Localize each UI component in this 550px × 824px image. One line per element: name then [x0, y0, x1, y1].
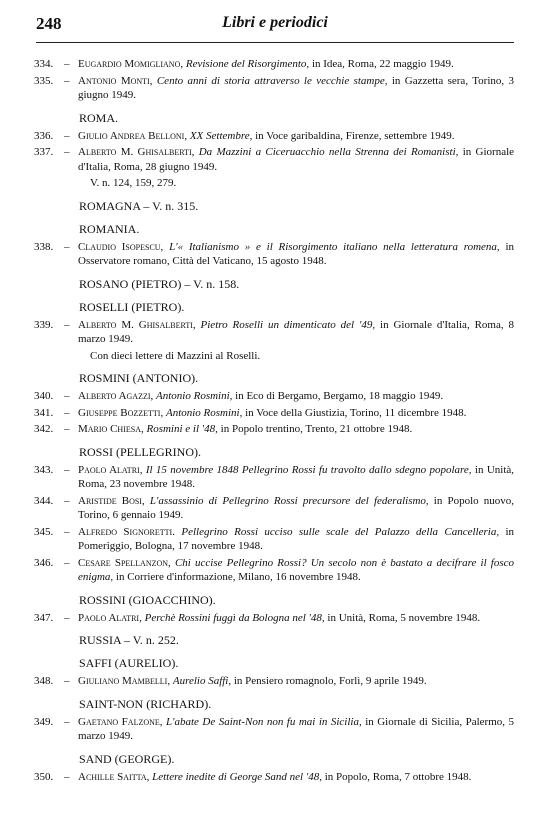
bibliography-entry [0, 74, 550, 103]
entry-dash: – [64, 74, 70, 87]
entry-source: in Voce garibaldina, Firenze, settembre 1949. [255, 129, 455, 142]
bibliography-entry [0, 389, 550, 404]
entry-source: in Voce della Giustizia, Torino, 11 dicembre 1948. [245, 406, 467, 419]
header-rule [36, 42, 514, 43]
entry-author: Antonio Monti, [78, 74, 153, 87]
entry-dash: – [64, 146, 70, 158]
section-heading: ROSSI (PELLEGRINO). [79, 444, 201, 459]
entry-title: Il 15 novembre 1848 Pellegrino Rossi fu travolto dallo sdegno popolare, [145, 463, 472, 476]
section-heading: ROSMINI (ANTONIO). [79, 371, 199, 385]
entry-dash: – [64, 390, 70, 402]
entry-number: 343. [34, 463, 54, 476]
entry-note: Con dieci lettere di Mazzini al Roselli. [90, 349, 261, 362]
bibliography-entry [0, 463, 550, 492]
bibliography-entry [0, 715, 550, 744]
entry-number: 346. [34, 556, 54, 569]
bibliography-entry [0, 556, 550, 585]
section-heading: ROMA. [79, 110, 119, 125]
entry-number: 337. [34, 146, 54, 158]
entry-source: in Gazzetta sera, Torino, 3 giugno 1949. [78, 74, 515, 101]
entry-author: Gaetano Falzone, [78, 715, 163, 728]
entry-dash: – [64, 240, 70, 253]
entry-source: in Giornale d'Italia, Roma, 8 marzo 1949. [78, 318, 515, 345]
entry-source: in Unità, Roma, 5 novembre 1948. [327, 611, 481, 624]
entry-title: Aurelio Saffi, [172, 675, 232, 687]
entry-number: 340. [34, 390, 54, 402]
entry-dash: – [64, 715, 70, 728]
entry-number: 338. [34, 240, 54, 253]
entry-source: in Pomeriggio, Bologna, 17 novembre 1948. [78, 525, 515, 552]
bibliography-entry [0, 318, 550, 347]
running-title: Libri e periodici [222, 14, 328, 31]
entry-dash: – [64, 494, 70, 507]
bibliography-entry [0, 57, 550, 72]
entry-number: 335. [34, 74, 54, 87]
section-heading: ROMANIA. [79, 221, 140, 236]
section-heading: ROSSINI (GIOACCHINO). [79, 592, 216, 607]
entry-author: Achille Saitta, [78, 770, 150, 783]
entry-source: in Popolo nuovo, Torino, 6 gennaio 1949. [78, 494, 515, 521]
entry-source: in Giornale di Sicilia, Palermo, 5 marzo 1949. [78, 715, 514, 742]
entry-number: 345. [34, 525, 54, 538]
entry-title: Lettere inedite di George Sand nel '48, [152, 770, 322, 783]
entry-title: Perchè Rossini fuggì da Bologna nel '48, [144, 611, 325, 624]
entry-title: L'abate De Saint-Non non fu mai in Sicilia, [166, 715, 362, 728]
bibliography-entry [0, 674, 550, 689]
entry-title: Antonio Rosmini, [165, 406, 243, 419]
entry-source: in Osservatore romano, Città del Vaticano, 15 agosto 1948. [78, 240, 515, 267]
entry-source: in Unità, Roma, 23 novembre 1948. [78, 463, 515, 490]
entry-author: Aristide Bosi, [78, 494, 145, 507]
entry-source: in Idea, Roma, 22 maggio 1949. [311, 58, 454, 70]
entry-dash: – [64, 463, 70, 476]
section-heading: ROMAGNA – V. n. 315. [79, 198, 199, 213]
bibliography-entry [0, 145, 550, 174]
entry-number: 342. [34, 423, 54, 435]
entry-dash: – [64, 129, 70, 142]
entry-dash: – [64, 423, 70, 435]
section-heading: ROSELLI (PIETRO). [79, 299, 185, 314]
entry-source: in Pensiero romagnolo, Forlì, 9 aprile 1949. [233, 675, 427, 687]
entry-author: Mario Chiesa, [78, 423, 144, 435]
entry-source: in Popolo trentino, Trento, 21 ottobre 1948. [220, 423, 413, 435]
entry-author: Giuseppe Bozzetti, [78, 406, 164, 419]
entry-dash: – [64, 556, 70, 569]
entry-title: Revisione del Risorgimento, [185, 58, 310, 70]
entry-source: in Giornale d'Italia, Roma, 28 giugno 1949. [78, 146, 515, 173]
entry-dash: – [64, 318, 70, 331]
entry-author: Giuliano Mambelli, [78, 675, 171, 687]
entry-dash: – [64, 675, 70, 687]
entry-note: V. n. 124, 159, 279. [90, 177, 177, 189]
entry-title: Da Mazzini a Ciceruacchio nella Strenna dei Romanisti, [198, 146, 459, 158]
page-number: 248 [36, 14, 62, 33]
entry-number: 348. [34, 675, 54, 687]
bibliography-body [0, 57, 550, 786]
bibliography-entry [0, 240, 550, 269]
entry-number: 344. [34, 494, 54, 507]
entry-author: Alberto M. Ghisalberti, [78, 146, 195, 158]
entry-author: Giulio Andrea Belloni, [78, 129, 188, 142]
entry-number: 336. [34, 129, 54, 142]
entry-source: in Popolo, Roma, 7 ottobre 1948. [324, 770, 472, 783]
entry-number: 347. [34, 611, 54, 624]
section-heading: SAFFI (AURELIO). [79, 656, 179, 670]
bibliography-entry [0, 422, 550, 437]
entry-dash: – [64, 611, 70, 624]
entry-author: Alberto M. Ghisalberti, [78, 318, 196, 331]
bibliography-entry [0, 611, 550, 626]
running-header [36, 14, 514, 38]
entry-number: 341. [34, 406, 54, 419]
bibliography-entry [0, 525, 550, 554]
entry-number: 334. [34, 58, 54, 70]
entry-title: XX Settembre, [189, 129, 253, 142]
entry-title: Pellegrino Rossi ucciso sulle scale del Palazzo della Cancelleria, [181, 525, 500, 538]
entry-title: Rosmini e il '48, [146, 423, 218, 435]
bibliography-entry [0, 129, 550, 144]
section-heading: ROSANO (PIETRO) – V. n. 158. [79, 276, 240, 291]
entry-author: Alfredo Signoretti. [78, 525, 175, 538]
entry-dash: – [64, 525, 70, 538]
entry-title: Cento anni di storia attraverso le vecchie stampe, [156, 74, 388, 87]
section-heading: RUSSIA – V. n. 252. [79, 633, 179, 647]
entry-author: Eugardio Momigliano, [78, 58, 184, 70]
entry-title: Pietro Roselli un dimenticato del '49, [200, 318, 376, 331]
entry-author: Paolo Alatri, [78, 463, 143, 476]
entry-author: Claudio Isopescu, [78, 240, 164, 253]
entry-dash: – [64, 770, 70, 783]
entry-title: Chi uccise Pellegrino Rossi? Un secolo non è bastato a decifrare il fosco enigma, [78, 556, 515, 583]
bibliography-entry [0, 770, 550, 785]
entry-number: 350. [34, 770, 54, 783]
entry-dash: – [64, 406, 70, 419]
entry-dash: – [64, 58, 70, 70]
entry-title: L'« Italianismo » e il Risorgimento italiano nella letteratura romena, [169, 240, 500, 253]
entry-source: in Eco di Bergamo, Bergamo, 18 maggio 1949. [235, 390, 444, 402]
section-heading: SAND (GEORGE). [79, 751, 175, 766]
bibliography-entry [0, 494, 550, 523]
entry-number: 349. [34, 715, 54, 728]
entry-author: Alberto Agazzi, [78, 390, 154, 402]
section-heading: SAINT-NON (RICHARD). [79, 696, 212, 711]
entry-title: L'assassinio di Pellegrino Rossi precursore del federalismo, [149, 494, 429, 507]
entry-number: 339. [34, 318, 54, 331]
entry-author: Paolo Alatri, [78, 611, 142, 624]
entry-source: in Corriere d'informazione, Milano, 16 novembre 1948. [115, 571, 361, 583]
entry-author: Cesare Spellanzon, [78, 556, 171, 569]
bibliography-entry [0, 406, 550, 421]
entry-title: Antonio Rosmini, [156, 390, 233, 402]
